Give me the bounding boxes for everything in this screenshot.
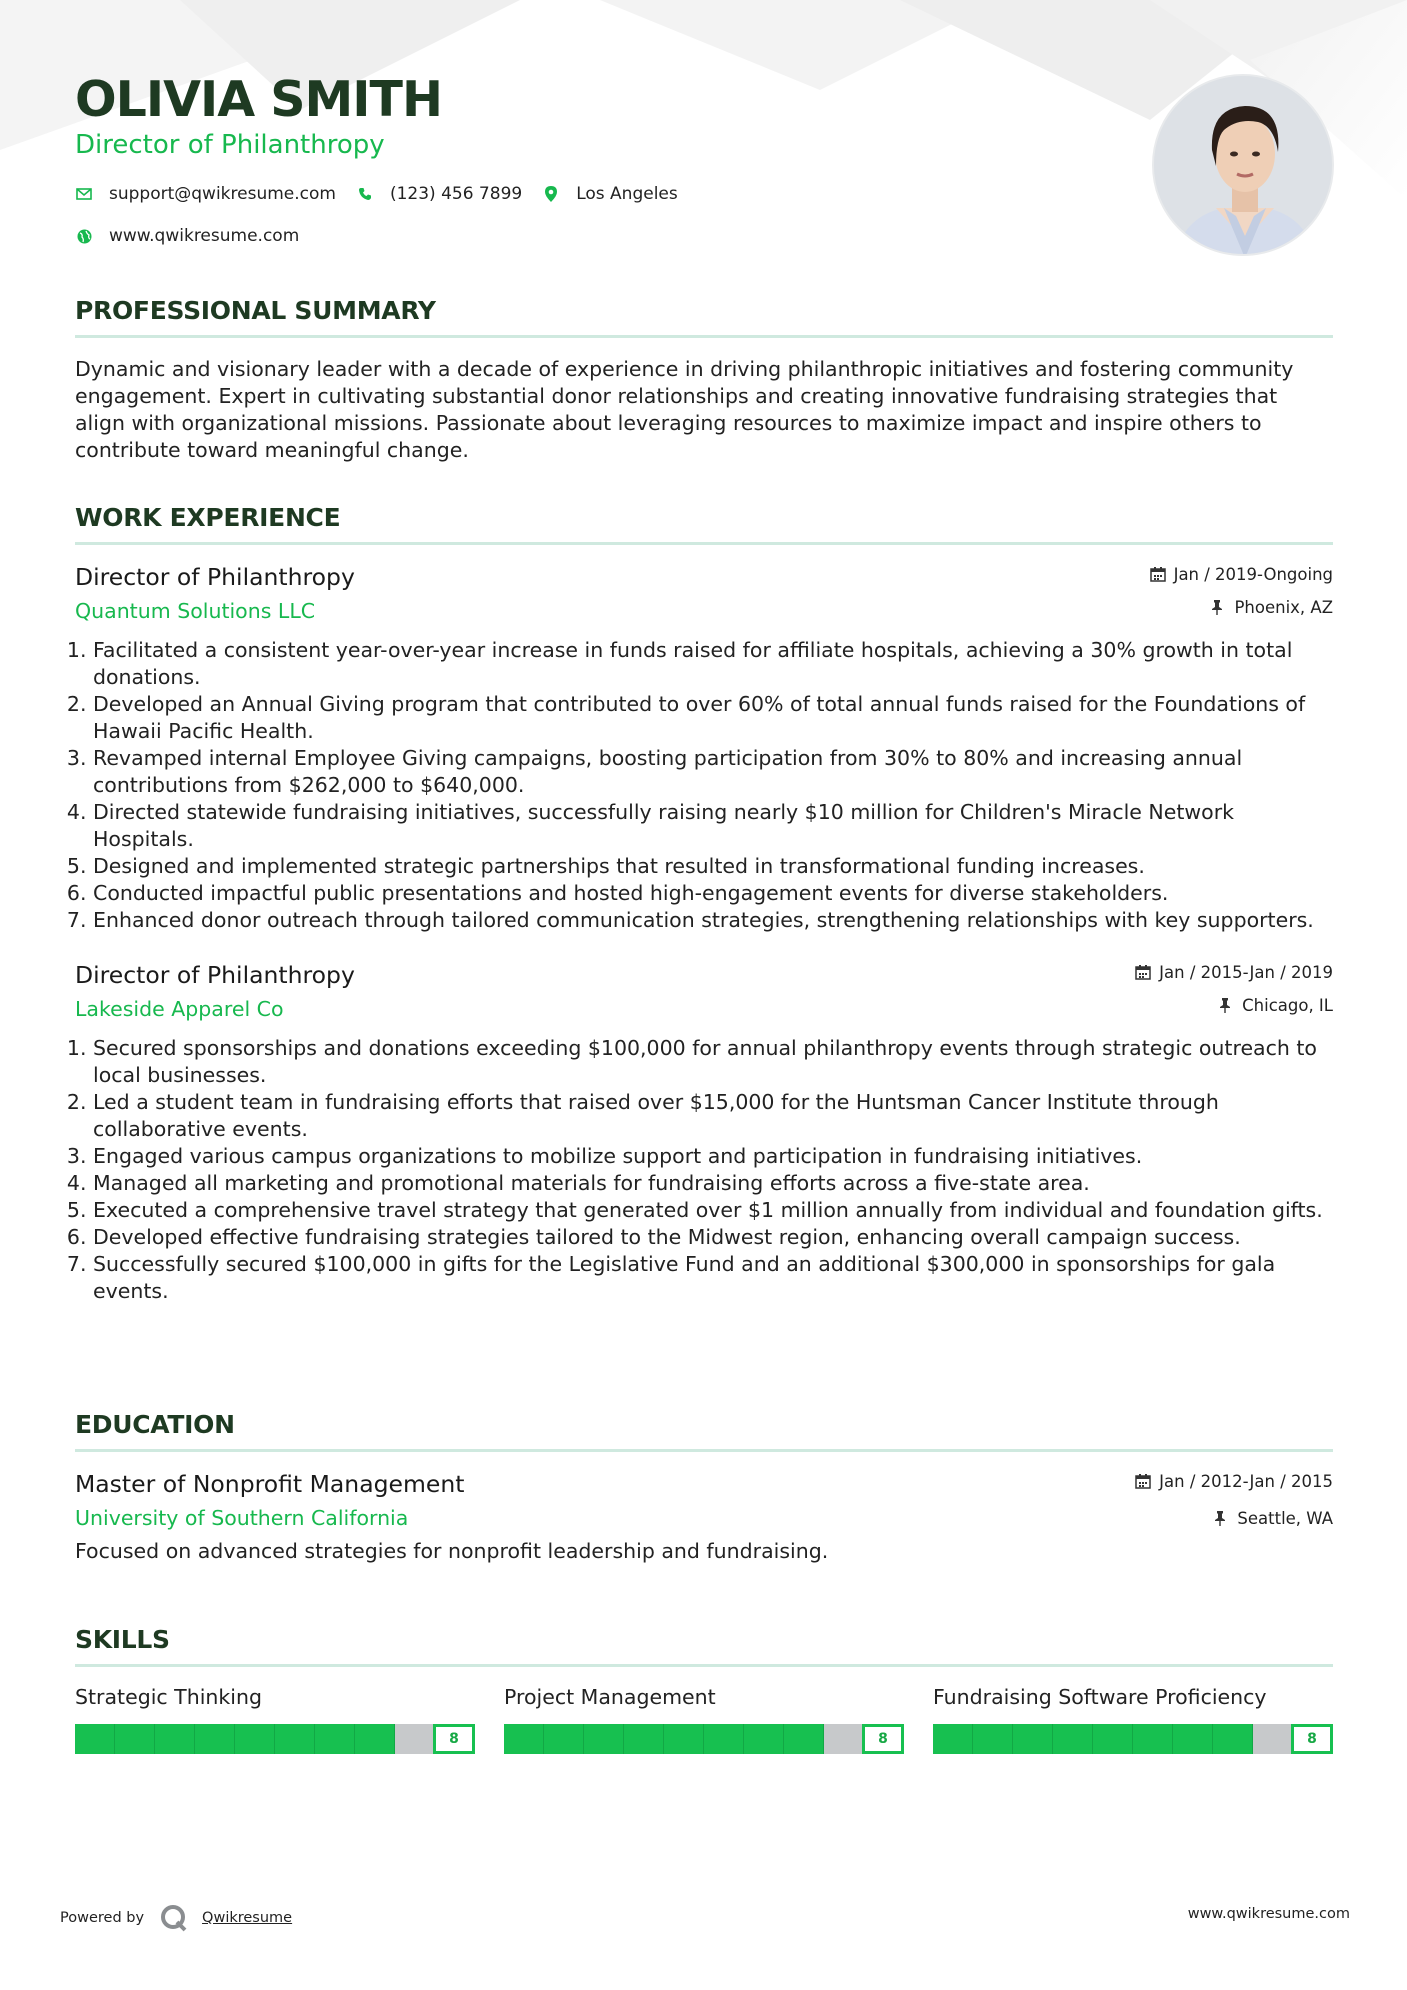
skill-segment-filled (744, 1724, 784, 1754)
job-entry (75, 563, 1333, 934)
skill-segment-filled (784, 1724, 824, 1754)
calendar-icon (1150, 566, 1166, 582)
email-text: support@qwikresume.com (109, 184, 336, 205)
education-location: Seattle, WA (1237, 1508, 1333, 1528)
job-title: Director of Philanthropy (75, 563, 355, 591)
achievement-item: 5. Executed a comprehensive travel strategy that generated over $1 million annually from individual and foundation gifts. (93, 1197, 1333, 1224)
calendar-icon (1135, 964, 1151, 980)
map-marker-icon (542, 185, 560, 203)
achievement-item: 3. Revamped internal Employee Giving campaigns, boosting participation from 30% to 80% and increasing annual contributions from $262,000 to $640,000. (93, 745, 1333, 799)
skill-segment-filled (275, 1724, 315, 1754)
achievement-item: 1. Facilitated a consistent year-over-year increase in funds raised for affiliate hospitals, achieving a 30% growth in total donations. (93, 637, 1333, 691)
phone-icon (356, 185, 374, 203)
education-entry (75, 1470, 1333, 1565)
education-dates: Jan / 2012-Jan / 2015 (1159, 1471, 1333, 1491)
skill-level-value: 8 (862, 1724, 904, 1754)
powered-by-label: Powered by (60, 1910, 145, 1926)
candidate-title: Director of Philanthropy (75, 130, 385, 161)
skill-item (75, 1685, 475, 1754)
skill-segment-filled (1213, 1724, 1253, 1754)
achievement-item: 4. Managed all marketing and promotional materials for fundraising efforts across a five-state area. (93, 1170, 1333, 1197)
education-meta (1135, 1470, 1333, 1529)
contact-phone[interactable] (356, 184, 522, 204)
school-name: University of Southern California (75, 1506, 409, 1530)
skill-level-value: 8 (1291, 1724, 1333, 1754)
calendar-icon (1135, 1473, 1151, 1489)
location-text: Los Angeles (576, 184, 678, 205)
job-company: Quantum Solutions LLC (75, 599, 316, 623)
job-dates: Jan / 2019-Ongoing (1173, 564, 1333, 584)
job-location: Chicago, IL (1242, 995, 1333, 1015)
education-section (75, 1410, 1333, 1565)
candidate-name: OLIVIA SMITH (75, 71, 442, 128)
skill-segment-empty (824, 1724, 864, 1754)
job-title: Director of Philanthropy (75, 961, 355, 989)
skills-section (75, 1625, 1333, 1754)
skill-segment-filled (1013, 1724, 1053, 1754)
skill-segment-filled (933, 1724, 973, 1754)
qwikresume-link[interactable]: Qwikresume (202, 1910, 293, 1926)
skill-segment-filled (195, 1724, 235, 1754)
job-meta (1135, 961, 1333, 1016)
job-location: Phoenix, AZ (1234, 597, 1333, 617)
job-company: Lakeside Apparel Co (75, 997, 284, 1021)
skill-level-value: 8 (433, 1724, 475, 1754)
globe-icon (75, 227, 93, 245)
achievement-item: 4. Directed statewide fundraising initiatives, successfully raising nearly $10 million for Children's Miracle Network Hospitals. (93, 799, 1333, 853)
envelope-icon (75, 185, 93, 203)
job-dates: Jan / 2015-Jan / 2019 (1159, 962, 1333, 982)
summary-heading: PROFESSIONAL SUMMARY (75, 296, 1333, 338)
skill-segment-filled (704, 1724, 744, 1754)
work-experience-section (75, 503, 1333, 1305)
skill-segment-filled (235, 1724, 275, 1754)
achievement-item: 2. Developed an Annual Giving program that contributed to over 60% of total annual funds raised for the Foundations of Hawaii Pacific Health. (93, 691, 1333, 745)
skills-list (75, 1685, 1333, 1754)
achievement-item: 7. Enhanced donor outreach through tailored communication strategies, strengthening relationships with key supporters. (93, 907, 1333, 934)
skill-segment-filled (664, 1724, 704, 1754)
achievement-item: 5. Designed and implemented strategic partnerships that resulted in transformational funding increases. (93, 853, 1333, 880)
education-heading: EDUCATION (75, 1410, 1333, 1452)
skill-name: Project Management (504, 1685, 716, 1709)
skills-heading: SKILLS (75, 1625, 1333, 1667)
pin-icon (1210, 599, 1226, 615)
contact-website[interactable] (75, 226, 299, 246)
skill-segment-empty (395, 1724, 435, 1754)
page-footer (60, 1900, 1350, 1930)
achievement-item: 1. Secured sponsorships and donations exceeding $100,000 for annual philanthropy events through strategic outreach to local businesses. (93, 1035, 1333, 1089)
skill-segment-filled (1133, 1724, 1173, 1754)
job-meta (1150, 563, 1333, 618)
skill-segment-filled (155, 1724, 195, 1754)
profile-photo (1152, 74, 1334, 256)
skill-name: Fundraising Software Proficiency (933, 1685, 1267, 1709)
pin-icon (1218, 997, 1234, 1013)
contact-location (542, 184, 678, 204)
skill-segment-filled (355, 1724, 395, 1754)
achievement-item: 3. Engaged various campus organizations to mobilize support and participation in fundraising initiatives. (93, 1143, 1333, 1170)
powered-by (60, 1904, 292, 1932)
skill-segment-filled (1173, 1724, 1213, 1754)
skill-item (933, 1685, 1333, 1754)
skill-segment-filled (584, 1724, 624, 1754)
skill-segment-filled (624, 1724, 664, 1754)
contact-info (75, 182, 1075, 248)
education-description: Focused on advanced strategies for nonprofit leadership and fundraising. (75, 1539, 829, 1563)
summary-text: Dynamic and visionary leader with a decade of experience in driving philanthropic initiatives and fostering community engagement. Expert in cultivating substantial donor relationships and creating innovative fundraising strategies that align with organizational missions. Passionate about leveraging resources to maximize impact and inspire others to contribute toward meaningful change. (75, 357, 1294, 462)
skill-segment-filled (1053, 1724, 1093, 1754)
achievement-item: 7. Successfully secured $100,000 in gifts for the Legislative Fund and an additional $300,000 in sponsorships for gala events. (93, 1251, 1333, 1305)
achievement-item: 6. Developed effective fundraising strategies tailored to the Midwest region, enhancing overall campaign success. (93, 1224, 1333, 1251)
achievement-item: 6. Conducted impactful public presentations and hosted high-engagement events for diverse stakeholders. (93, 880, 1333, 907)
work-experience-heading: WORK EXPERIENCE (75, 503, 1333, 545)
degree-title: Master of Nonprofit Management (75, 1470, 465, 1498)
skill-level-bar (504, 1724, 904, 1754)
achievement-item: 2. Led a student team in fundraising efforts that raised over $15,000 for the Huntsman Cancer Institute through collaborative events. (93, 1089, 1333, 1143)
website-text: www.qwikresume.com (109, 226, 300, 247)
skill-segment-filled (544, 1724, 584, 1754)
phone-text: (123) 456 7899 (389, 184, 523, 205)
skill-level-bar (933, 1724, 1333, 1754)
resume-header (75, 72, 1075, 266)
skill-level-bar (75, 1724, 475, 1754)
skill-item (504, 1685, 904, 1754)
skill-segment-empty (1253, 1724, 1293, 1754)
job-achievements (75, 637, 1333, 934)
skill-segment-filled (115, 1724, 155, 1754)
qwikresume-logo-icon (160, 1904, 188, 1932)
skill-segment-filled (973, 1724, 1013, 1754)
skill-segment-filled (315, 1724, 355, 1754)
skill-name: Strategic Thinking (75, 1685, 262, 1709)
summary-section (75, 296, 1333, 464)
footer-website[interactable]: www.qwikresume.com (1187, 1906, 1350, 1922)
job-achievements (75, 1035, 1333, 1305)
job-entry (75, 961, 1333, 1305)
contact-email[interactable] (75, 184, 336, 204)
skill-segment-filled (1093, 1724, 1133, 1754)
pin-icon (1213, 1510, 1229, 1526)
skill-segment-filled (504, 1724, 544, 1754)
skill-segment-filled (75, 1724, 115, 1754)
